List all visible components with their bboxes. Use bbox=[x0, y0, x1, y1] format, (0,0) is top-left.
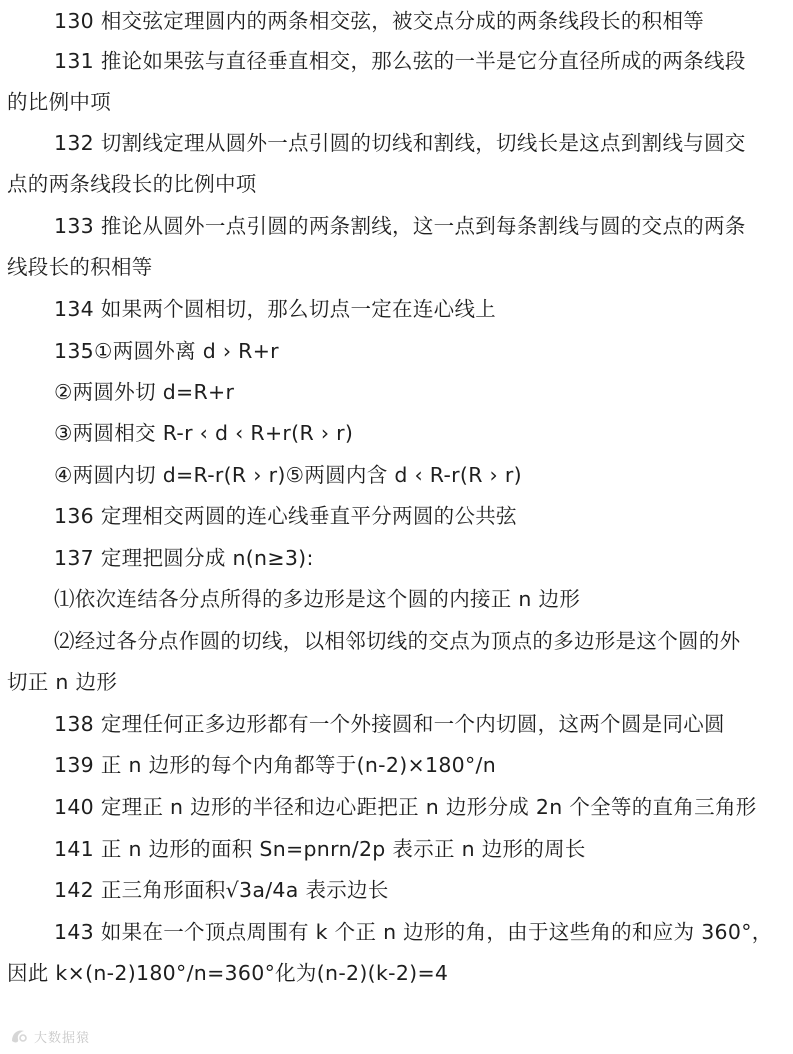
text-line-141: 141 正 n 边形的面积 Sn=pnrn/2p 表示正 n 边形的周长 bbox=[54, 837, 586, 861]
text-line-135-3: ③两圆相交 R-r ‹ d ‹ R+r(R › r) bbox=[54, 421, 354, 445]
text-line-135-1: 135①两圆外离 d › R+r bbox=[54, 339, 279, 363]
text-line-137-2-cont: 切正 n 边形 bbox=[7, 670, 118, 694]
watermark-logo-icon bbox=[8, 1025, 30, 1047]
text-line-137: 137 定理把圆分成 n(n≥3): bbox=[54, 546, 314, 570]
watermark-text: 大数据猿 bbox=[34, 1030, 91, 1046]
text-line-130: 130 相交弦定理圆内的两条相交弦，被交点分成的两条线段长的积相等 bbox=[54, 9, 705, 33]
text-line-137-2: ⑵经过各分点作圆的切线，以相邻切线的交点为顶点的多边形是这个圆的外 bbox=[54, 629, 741, 653]
text-line-134: 134 如果两个圆相切，那么切点一定在连心线上 bbox=[54, 297, 497, 321]
text-line-139: 139 正 n 边形的每个内角都等于(n-2)×180°/n bbox=[54, 753, 497, 777]
text-line-136: 136 定理相交两圆的连心线垂直平分两圆的公共弦 bbox=[54, 504, 517, 528]
watermark bbox=[8, 1024, 90, 1048]
text-line-143-cont: 因此 k×(n-2)180°/n=360°化为(n-2)(k-2)=4 bbox=[7, 961, 449, 985]
text-line-135-4-5: ④两圆内切 d=R-r(R › r)⑤两圆内含 d ‹ R-r(R › r) bbox=[54, 463, 522, 487]
text-line-142: 142 正三角形面积√3a/4a 表示边长 bbox=[54, 878, 389, 902]
text-line-135-2: ②两圆外切 d=R+r bbox=[54, 380, 235, 404]
text-line-138: 138 定理任何正多边形都有一个外接圆和一个内切圆，这两个圆是同心圆 bbox=[54, 712, 725, 736]
text-line-131: 131 推论如果弦与直径垂直相交，那么弦的一半是它分直径所成的两条线段 bbox=[54, 49, 746, 73]
text-line-133: 133 推论从圆外一点引圆的两条割线，这一点到每条割线与圆的交点的两条 bbox=[54, 214, 746, 238]
text-line-137-1: ⑴依次连结各分点所得的多边形是这个圆的内接正 n 边形 bbox=[54, 587, 581, 611]
text-line-143: 143 如果在一个顶点周围有 k 个正 n 边形的角，由于这些角的和应为 360°， bbox=[54, 920, 773, 944]
text-line-140: 140 定理正 n 边形的半径和边心距把正 n 边形分成 2n 个全等的直角三角形 bbox=[54, 795, 757, 819]
text-line-132: 132 切割线定理从圆外一点引圆的切线和割线，切线长是这点到割线与圆交 bbox=[54, 131, 746, 155]
text-line-131-cont: 的比例中项 bbox=[7, 90, 111, 114]
text-line-133-cont: 线段长的积相等 bbox=[7, 255, 153, 279]
text-line-132-cont: 点的两条线段长的比例中项 bbox=[7, 172, 257, 196]
